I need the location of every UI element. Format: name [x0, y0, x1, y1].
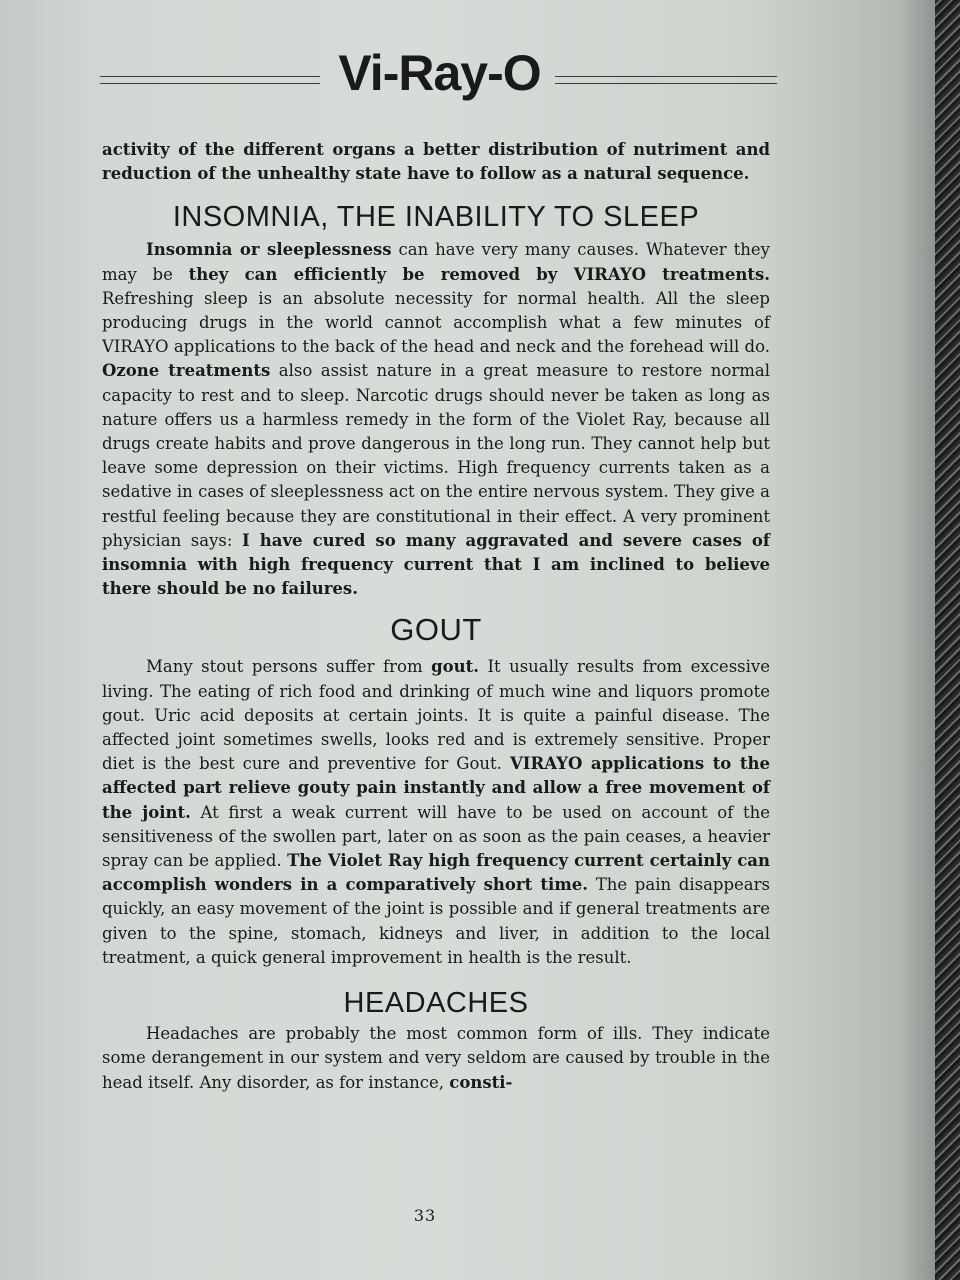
- intro-text: activity of the different organs a better distribution of nutriment and reduction of the unhealthy state have to follow as a natural sequence.: [102, 140, 770, 184]
- headaches-text-1: Headaches are probably the most common form of ills. They indicate some derangement in our system and very seldom are caused by trouble in the head itself. Any disorder, as for instance,: [102, 1024, 770, 1092]
- gout-heading: GOUT: [390, 612, 482, 648]
- gout-text-3: At first a weak current will have to be used on account of the sensitiveness of the swollen part, later on as soon as the pain ceases, a heavier spray can be applied.: [102, 802, 770, 871]
- gout-bold-1: gout.: [431, 657, 479, 677]
- page-number: 33: [413, 1206, 437, 1225]
- page-header: [100, 42, 780, 112]
- page-body: [102, 138, 770, 1095]
- insomnia-text-1: can have very many causes. Whatever they may be: [102, 240, 770, 284]
- headaches-heading: HEADACHES: [343, 987, 529, 1020]
- intro-paragraph: [102, 138, 770, 186]
- insomnia-bold-3: Ozone treatments: [102, 361, 271, 381]
- gout-bold-3: The Violet Ray high frequency current certainly can accomplish wonders in a comparatively short time.: [102, 851, 770, 895]
- headaches-paragraph: [102, 1022, 770, 1095]
- header-rule-left: [100, 76, 320, 84]
- insomnia-bold-1: Insomnia or sleeplessness: [146, 240, 392, 260]
- gout-text-1: Many stout persons suffer from: [146, 657, 432, 677]
- insomnia-bold-4: I have cured so many aggravated and severe cases of insomnia with high frequency current that I am inclined to believe there should be no failures.: [102, 530, 771, 599]
- gout-paragraph: [102, 655, 770, 970]
- masthead-title: Vi-Ray-O: [338, 45, 541, 101]
- gout-text-2: It usually results from excessive living. The eating of rich food and drinking of much wine and liquors promote gout. Uric acid deposits at certain joints. It is quite a painful disease. The affected joint sometimes swells, looks red and is extremely sensitive. Proper diet is the best cure and preventive for Gout.: [102, 657, 770, 774]
- gout-text-4: The pain disappears quickly, an easy movement of the joint is possible and if general treatments are given to the spine, stomach, kidneys and liver, in addition to the local treatment, a quick general improvement in health is the result.: [102, 875, 770, 967]
- insomnia-text-2: Refreshing sleep is an absolute necessity for normal health. All the sleep producing drugs in the world cannot accomplish what a few minutes of VIRAYO applications to the back of the head and neck and the forehead will do.: [102, 288, 770, 357]
- header-rule-right: [555, 76, 777, 84]
- insomnia-bold-2: they can efficiently be removed by VIRAYO treatments.: [188, 264, 771, 284]
- insomnia-heading: INSOMNIA, THE INABILITY TO SLEEP: [172, 201, 700, 234]
- headaches-bold-1: consti-: [449, 1072, 513, 1092]
- insomnia-text-3: also assist nature in a great measure to restore normal capacity to rest and to sleep. Narcotic drugs should never be taken as long as nature offers us a harmless remedy in the form of the Violet Ray, because all drugs create habits and prove dangerous in the long run. They cannot help but leave some depression on their victims. High frequency currents taken as a sedative in cases of sleeplessness act on the entire nervous system. They give a restful feeling because they are constitutional in their effect. A very prominent physician says:: [102, 361, 770, 550]
- gout-bold-2: VIRAYO applications to the affected part relieve gouty pain instantly and allow a free movement of the joint.: [102, 754, 770, 822]
- book-binding: [935, 0, 960, 1280]
- insomnia-paragraph: [102, 238, 770, 601]
